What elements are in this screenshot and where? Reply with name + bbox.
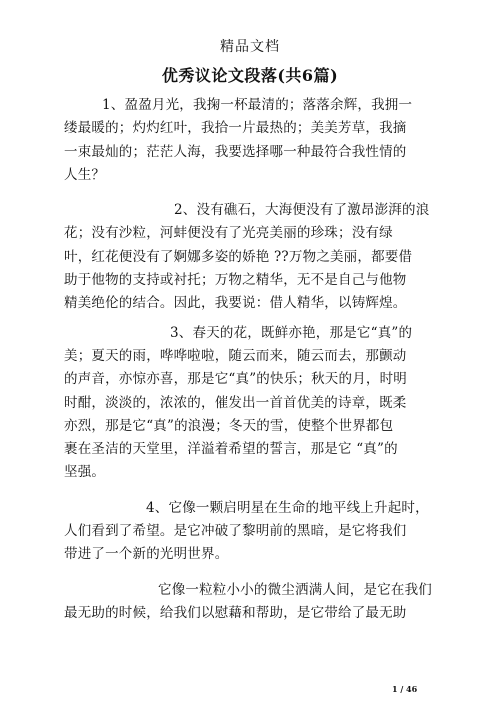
page-number: 1 / 46 [392,684,418,694]
paragraph-line: 4、它像一颗启明星在生命的地平线上升起时， [146,499,429,516]
paragraph-line: 1、盈盈月光，我掬一杯最清的；落落余辉，我拥一 [102,97,413,113]
paragraph-1 [64,94,436,187]
paragraph-line: 最无助的时候，给我们以慰藉和帮助，是它带给了最无助 [64,604,407,621]
paragraph-line: 亦烈，那是它“真”的浪漫；冬天的雪，使整个世界都包 [64,417,394,434]
page-header: 精品文档 [220,39,280,55]
paragraph-3 [64,322,436,485]
paragraph-line: 叶，红花便没有了婀娜多姿的娇艳 ??万物之美丽，都要借 [64,248,413,265]
document-body [64,94,436,625]
paragraph-line: 人们看到了希望。是它冲破了黎明前的黑暗，是它将我们 [64,523,407,540]
paragraph-line: 精美绝伦的结合。因此，我要说：借人精华，以铸辉煌。 [64,295,407,312]
paragraph-line: 人生？ [64,166,106,183]
paragraph-line: 花；没有沙粒，河蚌便没有了光亮美丽的珍珠；没有绿 [64,225,393,242]
paragraph-line: 坚强。 [64,464,106,481]
paragraph-line: 3、春天的花，既鲜亦艳，那是它“真”的 [170,324,413,341]
document-title: 优秀议论文段落(共6篇) [161,66,339,85]
paragraph-line: 一束最灿的；茫茫人海，我要选择哪一种最符合我性情的 [64,143,407,160]
paragraph-line: 裹在圣洁的天堂里，洋溢着希望的誓言，那是它 “真”的 [64,441,398,458]
paragraph-line: 缕最暖的；灼灼红叶，我拾一片最热的；美美芳草，我摘 [64,120,407,137]
paragraph-line: 美；夏天的雨，哗哗啦啦，随云而来，随云而去，那颤动 [64,347,407,364]
paragraph-2 [64,199,436,315]
paragraph-line: 助于他物的支持或衬托；万物之精华，无不是自己与他物 [64,272,407,289]
paragraph-line: 时酣，淡淡的，浓浓的，催发出一首首优美的诗章，既柔 [64,394,407,411]
paragraph-line: 的声音，亦惊亦喜，那是它“真”的快乐；秋天的月，时明 [64,371,408,388]
paragraph-line: 带进了一个新的光明世界。 [64,546,229,563]
paragraph-line: 2、没有礁石，大海便没有了激昂澎湃的浪 [174,202,430,219]
paragraph-5 [64,579,436,626]
paragraph-4 [64,497,436,567]
paragraph-line: 它像一粒粒小小的微尘洒满人间，是它在我们 [158,581,432,598]
